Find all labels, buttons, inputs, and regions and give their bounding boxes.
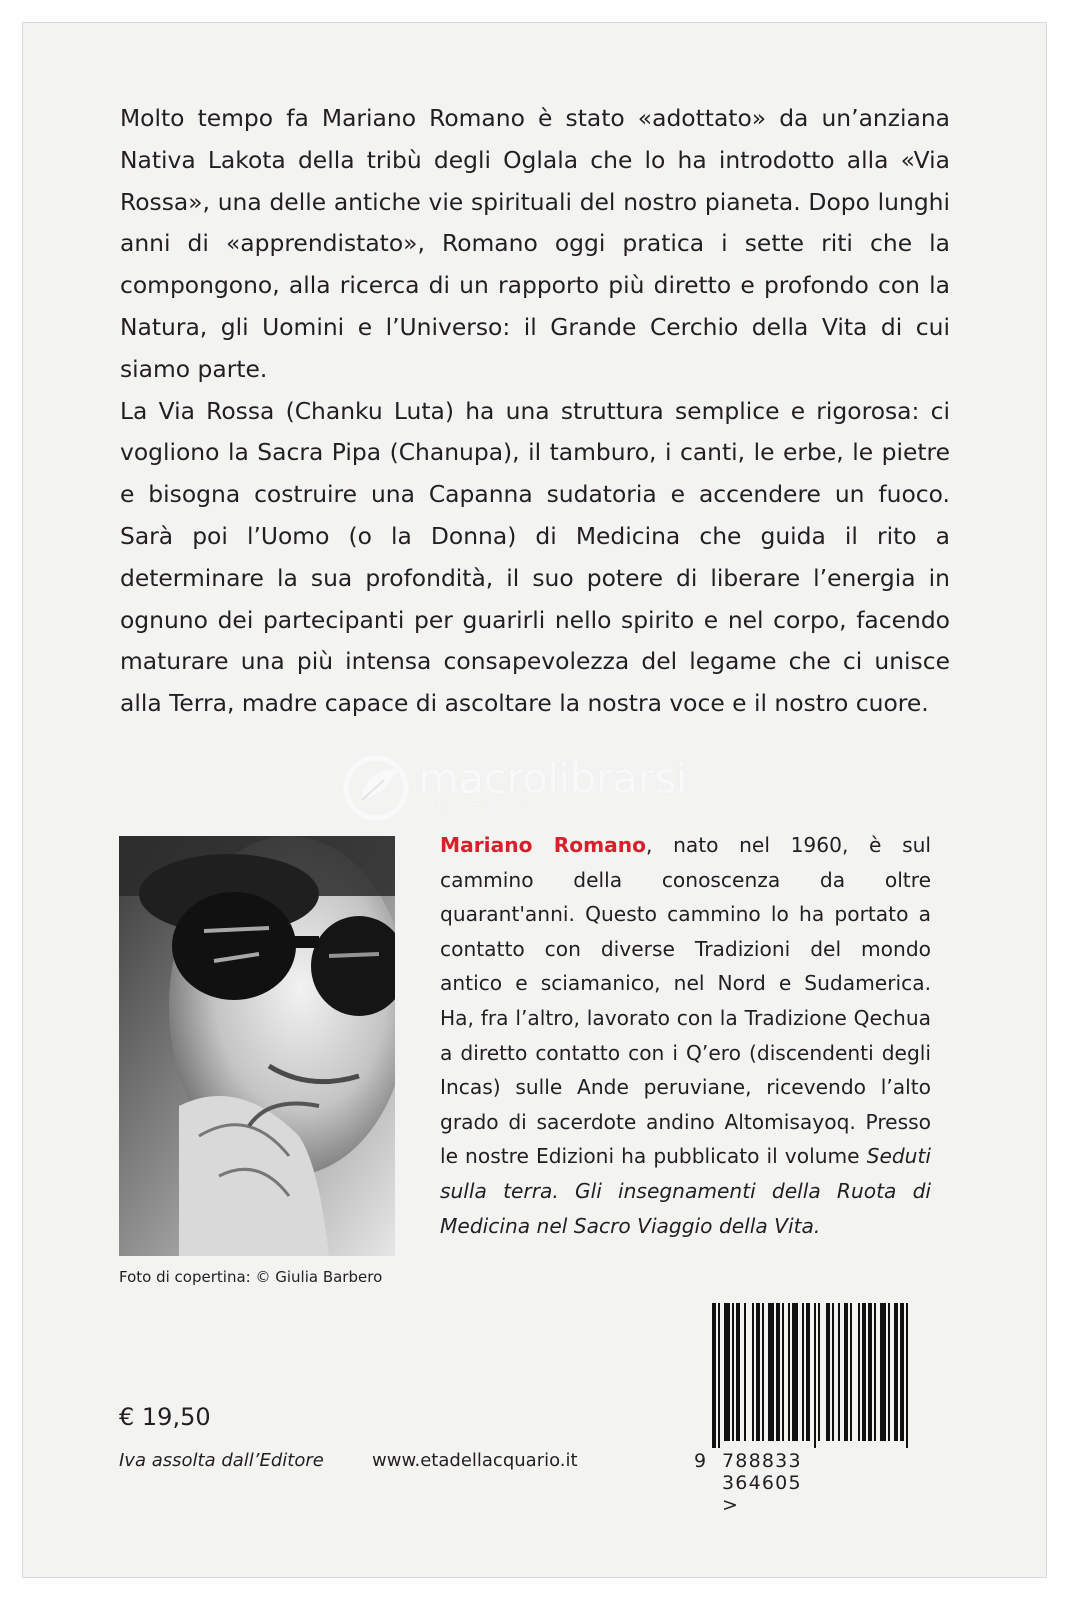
barcode-bar <box>776 1303 780 1441</box>
author-name: Mariano Romano <box>440 833 647 857</box>
barcode-bar <box>868 1303 872 1441</box>
photo-credit: Foto di copertina: © Giulia Barbero <box>119 1268 383 1286</box>
watermark-tagline: ALTERNATIVA NATURALE <box>424 800 676 815</box>
barcode-bar <box>850 1303 852 1441</box>
barcode-bar <box>718 1303 720 1448</box>
barcode-bar <box>858 1303 860 1441</box>
barcode-bar <box>744 1303 746 1441</box>
barcode-bar <box>792 1303 798 1441</box>
barcode-bar <box>874 1303 876 1441</box>
barcode-bar <box>900 1303 904 1441</box>
watermark <box>338 750 738 830</box>
leaf-logo-icon <box>338 750 414 826</box>
barcode-bar <box>814 1303 816 1448</box>
blurb-paragraph-2: La Via Rossa (Chanku Luta) ha una struttura semplice e rigorosa: ci vogliono la Sacra Pipa (Chanupa), il tamburo, i canti, le erbe, le pietre e bisogna costruire una Capanna sudatoria e accendere un fuoco. Sarà poi l’Uomo (o la Donna) di Medicina che guida il rito a determinare la sua profondità, il suo potere di liberare l’energia in ognuno dei partecipanti per guarirli nello spirito e nel corpo, facendo maturare una più intensa consapevolezza del legame che ci unisce alla Terra, madre capace di ascoltare la nostra voce e il nostro cuore. <box>120 396 950 718</box>
barcode-first-digit: 9 <box>694 1450 707 1472</box>
barcode-bar <box>880 1303 886 1441</box>
barcode-bar <box>752 1303 754 1441</box>
watermark-name: macrolibrarsi <box>418 754 688 803</box>
bio-text: , nato nel 1960, è sul cammino della conoscenza da oltre quarant'anni. Questo cammino lo ha portato a contatto con diverse Tradizioni del mondo antico e sciamanico, nel Nord e Sudamerica. Ha, fra l’altro, lavorato con la Tradizione Qechua a diretto contatto con i Q’ero (discendenti degli Incas) sulle Ande peruviane, ricevendo l’alto grado di sacerdote andino Altomisayoq. Presso le nostre Edizioni ha pubblicato il volume <box>440 833 931 1169</box>
barcode-bar <box>862 1303 866 1441</box>
barcode-bar <box>894 1303 898 1441</box>
barcode-number: 788833 364605 > <box>722 1450 802 1516</box>
barcode-bar <box>732 1303 734 1441</box>
barcode-bar <box>768 1303 774 1441</box>
barcode-bar <box>736 1303 740 1441</box>
barcode-bar <box>838 1303 840 1441</box>
barcode-bar <box>724 1303 730 1441</box>
barcode-bar <box>826 1303 830 1441</box>
barcode-bar <box>802 1303 804 1441</box>
blurb-text <box>120 98 950 725</box>
blurb-paragraph-1: Molto tempo fa Mariano Romano è stato «adottato» da un’anziana Nativa Lakota della tribù degli Oglala che lo ha introdotto alla «Via Rossa», una delle antiche vie spirituali del nostro pianeta. Dopo lunghi anni di «apprendistato», Romano oggi pratica i sette riti che la compongono, alla ricerca di un rapporto più diretto e profondo con la Natura, gli Uomini e l’Universo: il Grande Cerchio della Vita di cui siamo parte. <box>120 104 950 383</box>
barcode-bar <box>844 1303 848 1441</box>
author-bio <box>440 828 931 1243</box>
book-title: Seduti sulla terra. Gli insegnamenti della Ruota di Medicina nel Sacro Viaggio della Vita. <box>440 1144 931 1238</box>
barcode-bar <box>818 1303 820 1441</box>
barcode-bars <box>694 1303 934 1448</box>
barcode-bar <box>756 1303 760 1441</box>
barcode-bar <box>888 1303 890 1441</box>
author-photo <box>119 836 395 1256</box>
barcode-bar <box>712 1303 716 1448</box>
website-url: www.etadellacquario.it <box>372 1450 578 1471</box>
barcode-bar <box>806 1303 810 1441</box>
barcode-bar <box>832 1303 834 1441</box>
barcode-bar <box>762 1303 764 1441</box>
barcode-bar <box>782 1303 784 1441</box>
barcode-bar <box>906 1303 908 1448</box>
vat-note: Iva assolta dall’Editore <box>119 1450 324 1471</box>
barcode-bar <box>788 1303 790 1441</box>
author-portrait-image <box>119 836 395 1256</box>
price: € 19,50 <box>119 1403 211 1431</box>
